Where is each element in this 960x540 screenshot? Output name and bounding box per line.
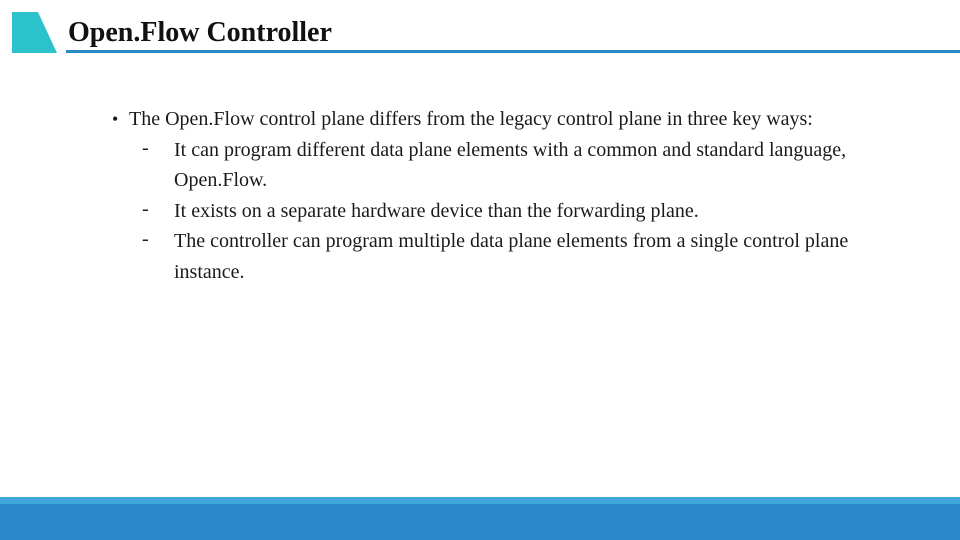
sub-bullet-item bbox=[112, 135, 912, 196]
title-underline bbox=[66, 50, 960, 53]
sub-bullet-text: It exists on a separate hardware device than the forwarding plane. bbox=[174, 199, 699, 222]
bullet-item bbox=[112, 104, 912, 135]
title-accent-shape bbox=[12, 12, 57, 53]
slide-title: Open.Flow Controller bbox=[68, 17, 332, 48]
sub-bullet-text: The controller can program multiple data plane elements from a single control plane instance. bbox=[174, 230, 849, 283]
sub-bullet-item bbox=[112, 196, 912, 227]
dash-marker: - bbox=[142, 197, 149, 220]
sub-bullet-item bbox=[112, 226, 912, 287]
dash-marker: - bbox=[142, 228, 149, 250]
slide-body bbox=[112, 104, 912, 287]
sub-bullet-list bbox=[112, 135, 912, 288]
bullet-dot: • bbox=[112, 109, 119, 129]
footer-accent-strip bbox=[0, 497, 960, 504]
footer-bar bbox=[0, 504, 960, 540]
dash-marker: - bbox=[142, 136, 149, 159]
bullet-text: The Open.Flow control plane differs from the legacy control plane in three key ways: bbox=[129, 108, 813, 130]
sub-bullet-text: It can program different data plane elements with a common and standard language, Open.Flow. bbox=[174, 138, 847, 191]
